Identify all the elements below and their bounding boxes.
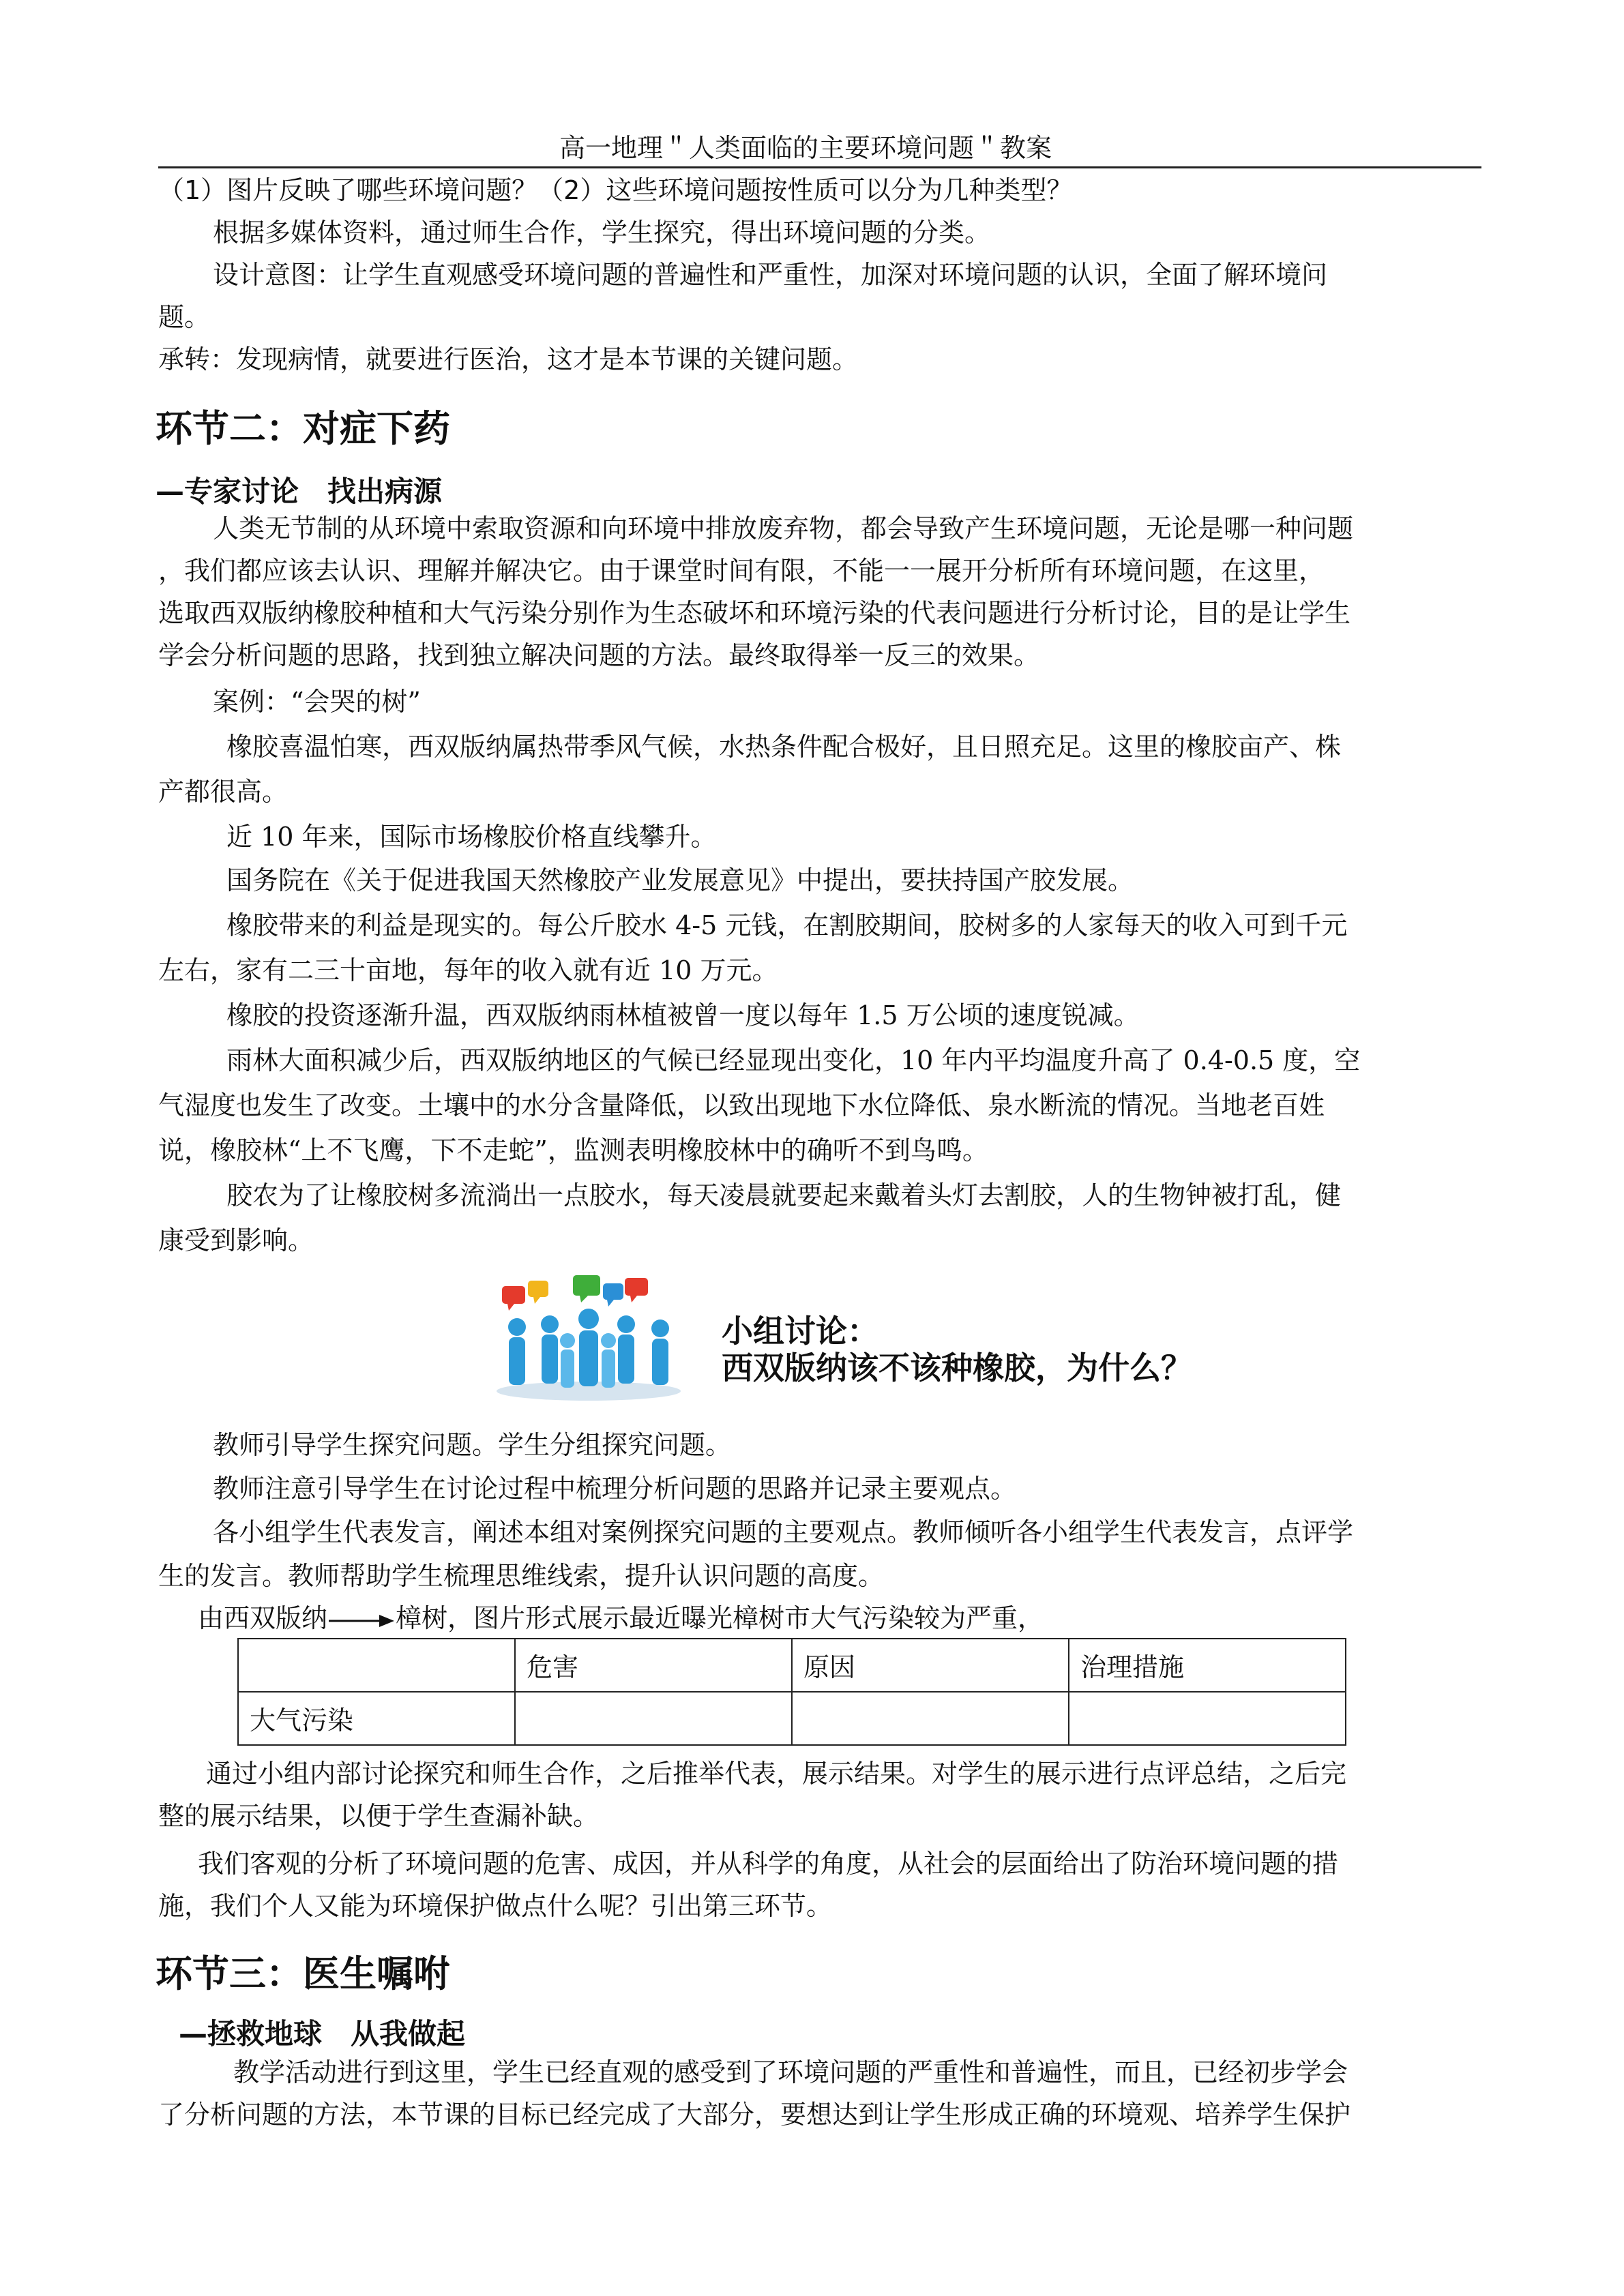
case-line: 说，橡胶林“上不飞鹰，下不走蛇”，监测表明橡胶林中的确听不到鸟鸣。 <box>158 1135 988 1165</box>
activity-line: 各小组学生代表发言，阐述本组对案例探究问题的主要观点。教师倾听各小组学生代表发言，点评学 <box>213 1517 1354 1547</box>
case-line: 国务院在《关于促进我国天然橡胶产业发展意见》中提出，要扶持国产胶发展。 <box>226 865 1134 895</box>
case-line: 左右，家有二三十亩地，每年的收入就有近 10 万元。 <box>158 955 778 985</box>
summary-line: 施，我们个人又能为环境保护做点什么呢？引出第三环节。 <box>158 1891 833 1921</box>
table-cell <box>1069 1692 1346 1745</box>
table-header-cell: 危害 <box>515 1639 792 1692</box>
transition-text: 承转：发现病情，就要进行医治，这才是本节课的关键问题。 <box>158 344 859 374</box>
case-line: 胶农为了让橡胶树多流淌出一点胶水，每天凌晨就要起来戴着头灯去割胶，人的生物钟被打乱，健 <box>226 1180 1342 1210</box>
section-3-line: 教学活动进行到这里，学生已经直观的感受到了环境问题的严重性和普遍性，而且，已经初步学会 <box>233 2057 1348 2087</box>
activity-line: 教师引导学生探究问题。学生分组探究问题。 <box>213 1430 732 1460</box>
activity-line: 生的发言。教师帮助学生梳理思维线索，提升认识问题的高度。 <box>158 1561 885 1591</box>
flow-line <box>198 1602 1044 1636</box>
table-header-row <box>238 1639 1346 1692</box>
case-line: 橡胶喜温怕寒，西双版纳属热带季风气候，水热条件配合极好，且日照充足。这里的橡胶亩产、株 <box>226 732 1342 762</box>
section-3-subheading: —拯救地球 从我做起 <box>179 2017 466 2051</box>
activity-line: 教师注意引导学生在讨论过程中梳理分析问题的思路并记录主要观点。 <box>213 1474 1017 1504</box>
paragraph-line: 学会分析问题的思路，找到独立解决问题的方法。最终取得举一反三的效果。 <box>158 640 1040 670</box>
header-divider <box>158 166 1481 168</box>
case-line: 橡胶带来的利益是现实的。每公斤胶水 4-5 元钱，在割胶期间，胶树多的人家每天的收入可到千元 <box>226 910 1348 940</box>
design-intent-line-2: 题。 <box>158 302 211 332</box>
paragraph-line: 选取西双版纳橡胶种植和大气污染分别作为生态破坏和环境污染的代表问题进行分析讨论，目的是让学生 <box>158 598 1351 628</box>
table-header-cell <box>238 1639 515 1692</box>
table-cell <box>792 1692 1069 1745</box>
intro-questions: （1）图片反映了哪些环境问题？（2）这些环境问题按性质可以分为几种类型？ <box>158 175 1073 205</box>
paragraph-line: 人类无节制的从环境中索取资源和向环境中排放废弃物，都会导致产生环境问题，无论是哪一种问题 <box>213 513 1354 543</box>
flow-from: 由西双版纳 <box>198 1603 328 1633</box>
arrow-right-icon <box>327 1605 396 1636</box>
case-line: 产都很高。 <box>158 777 289 807</box>
case-line: 气湿度也发生了改变。土壤中的水分含量降低，以致出现地下水位降低、泉水断流的情况。当地老百姓 <box>158 1090 1325 1120</box>
intro-method: 根据多媒体资料，通过师生合作，学生探究，得出环境问题的分类。 <box>213 218 991 248</box>
section-3-heading: 环节三：医生嘱咐 <box>156 1952 450 1995</box>
design-intent-line-1: 设计意图：让学生直观感受环境问题的普遍性和严重性，加深对环境问题的认识，全面了解环境问 <box>213 260 1328 290</box>
table-cell <box>515 1692 792 1745</box>
page-header-title: 高一地理＂人类面临的主要环境问题＂教案 <box>559 133 1052 163</box>
table-cell: 大气污染 <box>238 1692 515 1745</box>
case-line: 雨林大面积减少后，西双版纳地区的气候已经显现出变化，10 年内平均温度升高了 0.4-0.5 度，空 <box>226 1045 1361 1075</box>
summary-line: 我们客观的分析了环境问题的危害、成因，并从科学的角度，从社会的层面给出了防治环境问题的措 <box>198 1849 1339 1879</box>
table-header-cell: 原因 <box>792 1639 1069 1692</box>
case-title: 案例：“会哭的树” <box>213 687 421 717</box>
summary-line: 通过小组内部讨论探究和师生合作，之后推举代表，展示结果。对学生的展示进行点评总结，之后完 <box>206 1759 1347 1789</box>
table-header-cell: 治理措施 <box>1069 1639 1346 1692</box>
analysis-table <box>237 1638 1346 1746</box>
case-line: 橡胶的投资逐渐升温，西双版纳雨林植被曾一度以每年 1.5 万公顷的速度锐减。 <box>226 1000 1140 1030</box>
flow-to: 樟树，图片形式展示最近曝光樟树市大气污染较为严重， <box>396 1603 1044 1633</box>
case-line: 近 10 年来，国际市场橡胶价格直线攀升。 <box>226 822 717 852</box>
paragraph-line: ，我们都应该去认识、理解并解决它。由于课堂时间有限，不能一一展开分析所有环境问题，在这里， <box>158 556 1325 586</box>
section-3-line: 了分析问题的方法，本节课的目标已经完成了大部分，要想达到让学生形成正确的环境观、培养学生保护 <box>158 2100 1351 2130</box>
discussion-title: 小组讨论： <box>722 1313 879 1350</box>
group-discussion-icon <box>490 1274 688 1403</box>
summary-line: 整的展示结果，以便于学生查漏补缺。 <box>158 1801 600 1831</box>
section-2-heading: 环节二：对症下药 <box>156 407 450 450</box>
case-line: 康受到影响。 <box>158 1225 314 1255</box>
table-row <box>238 1692 1346 1745</box>
discussion-question: 西双版纳该不该种橡胶，为什么？ <box>722 1350 1192 1386</box>
section-2-subheading: —专家讨论 找出病源 <box>156 475 443 508</box>
